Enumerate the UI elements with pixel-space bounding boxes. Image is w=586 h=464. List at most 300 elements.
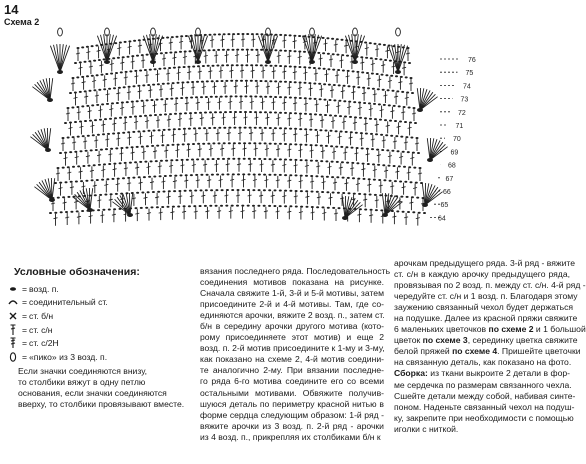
stitch-tick bbox=[261, 70, 265, 71]
chain-dot bbox=[142, 84, 145, 86]
stitch-tick bbox=[272, 40, 276, 41]
row-number: 70 bbox=[453, 136, 461, 144]
chain-dot bbox=[151, 99, 154, 101]
chain-dot bbox=[237, 173, 240, 175]
chain-dot bbox=[410, 77, 413, 79]
chain-dot bbox=[325, 130, 328, 132]
chain-dot bbox=[134, 116, 137, 118]
text-line: ме сердечка по размерам связанного чехла. bbox=[394, 379, 572, 390]
chain-dot bbox=[380, 134, 383, 136]
stitch-tick bbox=[204, 55, 208, 56]
chain-dot bbox=[152, 191, 155, 193]
stitch-tick bbox=[409, 83, 413, 84]
chain-dot bbox=[98, 164, 101, 166]
chain-dot bbox=[357, 178, 360, 180]
chain-dot bbox=[196, 81, 199, 83]
chain-dot bbox=[178, 128, 181, 130]
stitch-tick bbox=[219, 70, 223, 71]
stitch-tick bbox=[375, 124, 379, 125]
stitch-tick bbox=[106, 94, 110, 95]
stitch-tick bbox=[101, 124, 105, 125]
chain-dot bbox=[113, 163, 116, 165]
chain-dot bbox=[392, 90, 395, 92]
row-number: 64 bbox=[438, 215, 446, 223]
chain-dot bbox=[409, 122, 412, 124]
chain-dot bbox=[340, 131, 343, 133]
chain-dot bbox=[254, 111, 257, 113]
fan-stitch bbox=[51, 178, 52, 200]
chain-dot bbox=[348, 85, 351, 87]
chain-dot bbox=[80, 150, 83, 152]
stitch-tick bbox=[109, 199, 113, 200]
chain-dot bbox=[228, 142, 231, 144]
chain-dot bbox=[146, 54, 149, 56]
stitch-tick bbox=[282, 71, 286, 72]
chain-dot bbox=[98, 89, 101, 91]
chain-dot bbox=[341, 39, 344, 41]
chain-dot bbox=[194, 112, 197, 114]
chain-dot bbox=[127, 56, 130, 58]
stitch-tick bbox=[253, 180, 257, 181]
stitch-tick bbox=[408, 127, 412, 128]
stitch-tick bbox=[189, 118, 193, 119]
chain-dot bbox=[110, 193, 113, 195]
chain-dot bbox=[108, 163, 111, 165]
chain-dot bbox=[360, 56, 363, 58]
chain-dot bbox=[180, 97, 183, 99]
chain-dot bbox=[343, 100, 346, 102]
chain-dot bbox=[400, 196, 403, 198]
chain-dot bbox=[385, 74, 388, 76]
chain-dot bbox=[227, 158, 230, 160]
chain-dot bbox=[310, 175, 313, 177]
chain-dot bbox=[236, 64, 239, 66]
stitch-tick bbox=[294, 165, 298, 166]
stitch-tick bbox=[360, 62, 364, 63]
stitch-tick bbox=[134, 76, 138, 77]
chain-dot bbox=[202, 143, 205, 145]
chain-dot bbox=[400, 136, 403, 138]
chain-dot bbox=[172, 144, 175, 146]
stitch-tick bbox=[271, 195, 275, 196]
stitch-tick bbox=[319, 89, 323, 90]
chain-dot bbox=[331, 38, 334, 40]
text-line: белой пряжей по схеме 4. Пришейте цветочки bbox=[394, 346, 581, 357]
chain-dot bbox=[239, 111, 242, 113]
chain-dot bbox=[225, 96, 228, 98]
chain-dot bbox=[383, 179, 386, 181]
stitch-tick bbox=[144, 197, 148, 198]
chain-dot bbox=[257, 205, 260, 207]
chain-dot bbox=[289, 190, 292, 192]
chain-dot bbox=[91, 104, 94, 106]
stitch-tick bbox=[287, 87, 291, 88]
chain-dot bbox=[358, 102, 361, 104]
motif-fan bbox=[345, 34, 364, 64]
chain-dot bbox=[154, 114, 157, 116]
stitch-tick bbox=[145, 75, 149, 76]
stitch-tick bbox=[61, 143, 65, 144]
chain-dot bbox=[114, 42, 117, 44]
row-number: 71 bbox=[455, 123, 464, 130]
chain-dot bbox=[153, 130, 156, 132]
chain-dot bbox=[67, 196, 70, 198]
chain-dot bbox=[232, 158, 235, 160]
stitch-tick bbox=[158, 166, 162, 167]
treble-crochet-icon bbox=[6, 337, 20, 349]
chain-dot bbox=[89, 120, 92, 122]
chain-dot bbox=[111, 102, 114, 104]
stitch-tick bbox=[353, 122, 357, 123]
chain-dot bbox=[345, 146, 348, 148]
chain-dot bbox=[87, 135, 90, 137]
stitch-tick bbox=[163, 104, 167, 105]
chain-dot bbox=[324, 99, 327, 101]
chain-dot bbox=[147, 84, 150, 86]
chain-dot bbox=[75, 181, 78, 183]
stitch-tick bbox=[386, 125, 390, 126]
chain-dot bbox=[126, 147, 129, 149]
chain-dot bbox=[165, 98, 168, 100]
chain-dot bbox=[57, 167, 60, 169]
chain-dot bbox=[249, 111, 252, 113]
stitch-tick bbox=[413, 188, 417, 189]
stitch-tick bbox=[138, 91, 142, 92]
chain-dot bbox=[264, 127, 267, 129]
chain-dot bbox=[416, 137, 419, 139]
chain-dot bbox=[210, 189, 213, 191]
chain-dot bbox=[402, 211, 405, 213]
text-line: чередуйте ст. с/н и 1 возд. п. Благодаря этому bbox=[394, 291, 578, 302]
chain-dot bbox=[322, 52, 325, 54]
stitch-tick bbox=[331, 121, 335, 122]
chain-dot bbox=[216, 80, 219, 82]
chain-dot bbox=[137, 131, 140, 133]
chain-dot bbox=[311, 191, 314, 193]
row-number: 65 bbox=[440, 202, 449, 210]
stitch-tick bbox=[79, 171, 83, 172]
stitch-tick bbox=[233, 117, 237, 118]
chain-dot bbox=[388, 104, 391, 106]
chain-dot bbox=[365, 133, 368, 135]
stitch-tick bbox=[227, 133, 231, 134]
chain-dot bbox=[184, 51, 187, 53]
chain-dot bbox=[398, 105, 401, 107]
chain-dot bbox=[367, 87, 370, 89]
stitch-tick bbox=[54, 218, 58, 219]
chain-dot bbox=[215, 96, 218, 98]
chain-dot bbox=[371, 73, 374, 75]
fan-stitch bbox=[50, 78, 53, 100]
chain-dot bbox=[338, 84, 341, 86]
chain-dot bbox=[94, 119, 97, 121]
stitch-tick bbox=[155, 197, 159, 198]
chain-dot bbox=[370, 57, 373, 59]
chain-dot bbox=[363, 102, 366, 104]
motif-fan bbox=[427, 138, 448, 162]
motif-fan bbox=[72, 188, 93, 212]
chain-dot bbox=[189, 190, 192, 192]
chain-dot bbox=[240, 95, 243, 97]
stitch-tick bbox=[205, 211, 209, 212]
stitch-tick bbox=[112, 123, 116, 124]
chain-dot bbox=[181, 82, 184, 84]
chain-dot bbox=[333, 99, 336, 101]
chain-dot bbox=[131, 146, 134, 148]
chain-dot bbox=[394, 120, 397, 122]
legend-note-line: вверху, то столбики провязывают вместе. bbox=[18, 399, 185, 410]
stitch-tick bbox=[235, 55, 239, 56]
stitch-tick bbox=[97, 50, 101, 51]
stitch-tick bbox=[332, 151, 336, 152]
stitch-tick bbox=[401, 112, 405, 113]
chain-dot bbox=[137, 85, 140, 87]
stitch-tick bbox=[69, 128, 73, 129]
motif-fan bbox=[388, 44, 407, 74]
chain-dot bbox=[230, 80, 233, 82]
chain-dot bbox=[407, 151, 410, 153]
chain-dot bbox=[378, 179, 381, 181]
chain-dot bbox=[95, 45, 98, 47]
chain-dot bbox=[173, 67, 176, 69]
stitch-tick bbox=[196, 102, 200, 103]
legend-item: = «пико» из 3 возд. п. bbox=[6, 350, 206, 364]
stitch-tick bbox=[303, 72, 307, 73]
stitch-tick bbox=[226, 164, 230, 165]
stitch-tick bbox=[200, 118, 204, 119]
instructions-column-right bbox=[394, 258, 586, 435]
stitch-tick bbox=[135, 213, 139, 214]
chain-dot bbox=[200, 96, 203, 98]
chain-dot bbox=[366, 72, 369, 74]
stitch-tick bbox=[89, 216, 93, 217]
chain-dot bbox=[84, 90, 87, 92]
stitch-tick bbox=[298, 57, 302, 58]
chain-dot bbox=[180, 174, 183, 176]
chain-dot bbox=[253, 142, 256, 144]
chain-dot bbox=[60, 211, 63, 213]
text-line: на подушке. Далее из красной пряжи свяжите bbox=[394, 313, 578, 324]
chain-dot bbox=[247, 205, 250, 207]
chain-dot bbox=[81, 105, 84, 107]
chain-dot bbox=[357, 86, 360, 88]
chain-dot bbox=[157, 191, 160, 193]
chain-dot bbox=[94, 194, 97, 196]
chain-dot bbox=[321, 191, 324, 193]
chain-dot bbox=[207, 158, 210, 160]
chain-dot bbox=[122, 177, 125, 179]
fan-stitch bbox=[417, 88, 420, 110]
chain-dot bbox=[192, 143, 195, 145]
text-line: из 4 возд. п., прикрепляя их столбиками б/н к bbox=[200, 431, 381, 442]
chain-dot bbox=[176, 36, 179, 38]
chain-dot bbox=[188, 128, 191, 130]
chain-dot bbox=[314, 113, 317, 115]
chain-dot bbox=[144, 69, 147, 71]
chain-dot bbox=[150, 160, 153, 162]
fan-base bbox=[150, 60, 156, 64]
chain-dot bbox=[252, 205, 255, 207]
stitch-tick bbox=[119, 153, 123, 154]
chain-dot bbox=[367, 163, 370, 165]
chain-dot bbox=[304, 128, 307, 130]
chain-dot bbox=[384, 119, 387, 121]
stitch-tick bbox=[293, 41, 297, 42]
stitch-tick bbox=[375, 49, 379, 50]
stitch-tick bbox=[344, 45, 348, 46]
chain-dot bbox=[188, 205, 191, 207]
chain-dot bbox=[313, 67, 316, 69]
chain-dot bbox=[376, 149, 379, 151]
stitch-tick bbox=[243, 148, 247, 149]
stitch-tick bbox=[399, 157, 403, 158]
chain-dot bbox=[298, 35, 301, 37]
chain-dot bbox=[359, 208, 362, 210]
chain-dot bbox=[170, 159, 173, 161]
chain-dot bbox=[95, 149, 98, 151]
chain-dot bbox=[112, 178, 115, 180]
stitch-tick bbox=[175, 150, 179, 151]
chain-dot bbox=[136, 146, 139, 148]
stitch-tick bbox=[276, 118, 280, 119]
chain-dot bbox=[336, 38, 339, 40]
chain-dot bbox=[300, 190, 303, 192]
chain-dot bbox=[129, 116, 132, 118]
stitch-tick bbox=[350, 168, 354, 169]
chain-dot bbox=[199, 112, 202, 114]
chain-dot bbox=[180, 35, 183, 37]
chain-dot bbox=[274, 65, 277, 67]
stitch-tick bbox=[101, 170, 105, 171]
chain-dot bbox=[153, 176, 156, 178]
stitch-tick bbox=[156, 74, 160, 75]
chain-dot bbox=[255, 64, 258, 66]
chart-row bbox=[56, 158, 422, 181]
fan-stitch bbox=[262, 35, 269, 62]
chain-dot bbox=[294, 97, 297, 99]
chain-dot bbox=[242, 173, 245, 175]
chain-dot bbox=[208, 127, 211, 129]
chain-dot bbox=[326, 191, 329, 193]
stitch-tick bbox=[402, 187, 406, 188]
chain-dot bbox=[400, 76, 403, 78]
chain-dot bbox=[70, 211, 73, 213]
stitch-tick bbox=[392, 216, 396, 217]
chain-dot bbox=[279, 127, 282, 129]
stitch-tick bbox=[116, 138, 120, 139]
stitch-tick bbox=[358, 108, 362, 109]
stitch-tick bbox=[141, 60, 145, 61]
stitch-tick bbox=[402, 67, 406, 68]
chain-dot bbox=[149, 69, 152, 71]
stitch-tick bbox=[327, 136, 331, 137]
chart-row bbox=[74, 49, 411, 76]
chain-dot bbox=[234, 111, 237, 113]
stitch-tick bbox=[184, 180, 188, 181]
chain-dot bbox=[184, 112, 187, 114]
chain-dot bbox=[384, 59, 387, 61]
chain-dot bbox=[134, 161, 137, 163]
chain-dot bbox=[69, 122, 72, 124]
chain-dot bbox=[158, 68, 161, 70]
stitch-tick bbox=[341, 91, 345, 92]
chain-dot bbox=[152, 84, 155, 86]
chain-dot bbox=[218, 142, 221, 144]
stitch-tick bbox=[298, 119, 302, 120]
stitch-tick bbox=[317, 197, 321, 198]
chain-dot bbox=[227, 173, 230, 175]
chain-dot bbox=[214, 111, 217, 113]
chain-dot bbox=[349, 116, 352, 118]
chain-dot bbox=[364, 209, 367, 211]
legend-item: = ст. с/2Н bbox=[6, 336, 206, 350]
stitch-tick bbox=[174, 103, 178, 104]
chain-dot bbox=[385, 134, 388, 136]
stitch-tick bbox=[287, 211, 291, 212]
stitch-tick bbox=[74, 201, 78, 202]
stitch-tick bbox=[117, 48, 121, 49]
chain-dot bbox=[309, 113, 312, 115]
text-line: го ряда 6-го мотива соедините его со всеми bbox=[200, 376, 384, 387]
chain-dot bbox=[218, 127, 221, 129]
stitch-tick bbox=[377, 155, 381, 156]
chain-dot bbox=[411, 92, 414, 94]
stitch-tick bbox=[150, 136, 154, 137]
stitch-tick bbox=[335, 75, 339, 76]
chain-dot bbox=[144, 115, 147, 117]
stitch-tick bbox=[198, 71, 202, 72]
stitch-tick bbox=[110, 64, 114, 65]
chain-dot bbox=[179, 113, 182, 115]
stitch-tick bbox=[299, 181, 303, 182]
chain-dot bbox=[140, 207, 143, 209]
stitch-tick bbox=[304, 103, 308, 104]
chain-dot bbox=[59, 152, 62, 154]
text-line: на связанную деталь, как показано на фото. bbox=[394, 357, 572, 368]
chain-dot bbox=[77, 136, 80, 138]
chain-dot bbox=[164, 175, 167, 177]
text-line: шуюся деталь по периметру красной нитью в bbox=[200, 398, 384, 409]
chain-dot bbox=[49, 212, 52, 214]
chain-dot bbox=[177, 82, 180, 84]
chain-dot bbox=[365, 57, 368, 59]
chain-dot bbox=[373, 103, 376, 105]
stitch-tick bbox=[97, 155, 101, 156]
chain-dot bbox=[147, 191, 150, 193]
stitch-tick bbox=[167, 119, 171, 120]
row-number: 75 bbox=[465, 70, 474, 78]
chain-dot bbox=[382, 164, 385, 166]
chain-dot bbox=[381, 149, 384, 151]
chain-dot bbox=[241, 205, 244, 207]
chain-dot bbox=[308, 82, 311, 84]
chain-dot bbox=[167, 206, 170, 208]
chain-dot bbox=[70, 181, 73, 183]
stitch-tick bbox=[99, 65, 103, 66]
stitch-tick bbox=[124, 168, 128, 169]
text-line: поном. Наденьте связанный чехол на подуш- bbox=[394, 401, 575, 412]
chain-dot bbox=[88, 60, 91, 62]
chain-dot bbox=[187, 143, 190, 145]
stitch-tick bbox=[217, 211, 221, 212]
chain-dot bbox=[247, 189, 250, 191]
chain-dot bbox=[347, 70, 350, 72]
chart-row bbox=[59, 142, 420, 165]
chain-dot bbox=[133, 85, 136, 87]
chain-dot bbox=[160, 98, 163, 100]
stitch-tick bbox=[183, 134, 187, 135]
stitch-tick bbox=[404, 217, 408, 218]
